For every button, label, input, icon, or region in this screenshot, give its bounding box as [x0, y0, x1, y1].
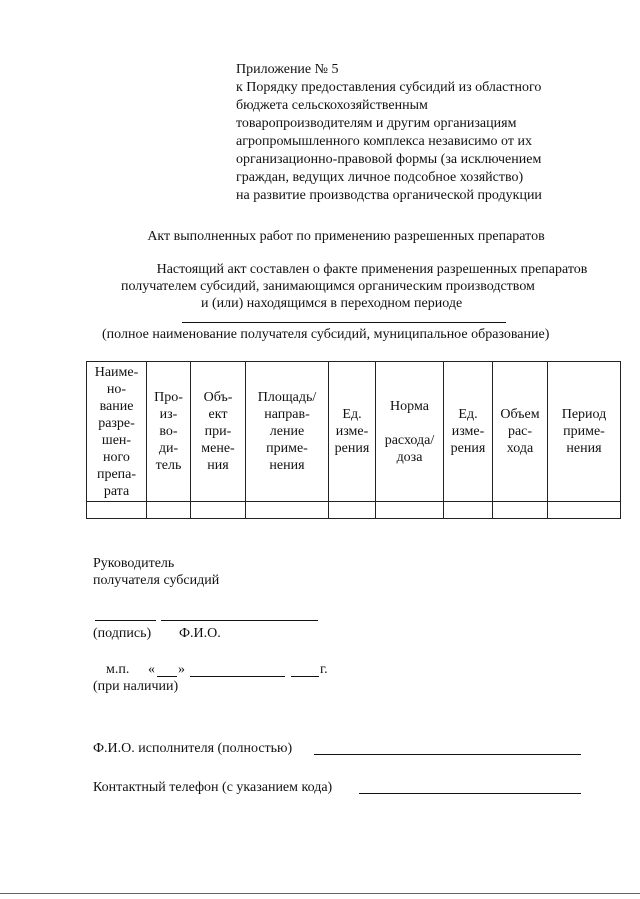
page-bottom-edge — [0, 893, 640, 894]
date-year-field[interactable] — [291, 676, 319, 677]
table-cell[interactable] — [147, 502, 191, 519]
appendix-line: к Порядку предоставления субсидий из областного — [236, 80, 542, 95]
date-close-quote: » — [178, 662, 185, 677]
col-period: Период приме- нения — [548, 362, 621, 502]
year-suffix: г. — [320, 662, 328, 677]
stamp-note: (при наличии) — [93, 679, 179, 694]
appendix-line: граждан, ведущих личное подсобное хозяйство) — [236, 170, 524, 185]
date-open-quote: « — [148, 662, 155, 677]
col-unit: Ед. изме- рения — [329, 362, 376, 502]
head-subtitle: получателя субсидий — [93, 573, 220, 588]
col-object: Объ- ект при- мене- ния — [191, 362, 246, 502]
col-preparation-name: Наиме- но- вание разре- шен- ного препа- рата — [87, 362, 147, 502]
executor-fio-field[interactable] — [314, 754, 581, 755]
table-cell[interactable] — [548, 502, 621, 519]
date-month-field[interactable] — [190, 676, 285, 677]
intro-line: Настоящий акт составлен о факте применения разрешенных препаратов — [156, 262, 588, 277]
phone-field[interactable] — [359, 793, 581, 794]
appendix-number: Приложение № 5 — [236, 62, 339, 77]
recipient-caption: (полное наименование получателя субсидий, муниципальное образование) — [102, 327, 550, 342]
stamp-label: м.п. — [106, 662, 130, 677]
head-title: Руководитель — [93, 556, 175, 571]
appendix-line: бюджета сельскохозяйственным — [236, 98, 428, 113]
date-day-field[interactable] — [157, 676, 177, 677]
appendix-header — [236, 61, 542, 205]
table-row — [87, 502, 621, 519]
col-unit-2: Ед. изме- рения — [444, 362, 493, 502]
fio-label: Ф.И.О. — [179, 626, 221, 641]
col-rate: Норма расхода/ доза — [376, 362, 444, 502]
table-cell[interactable] — [246, 502, 329, 519]
appendix-line: на развитие производства органической продукции — [236, 188, 542, 203]
appendix-line: организационно-правовой формы (за исключением — [236, 152, 542, 167]
intro-line: и (или) находящимся в переходном периоде — [201, 296, 463, 311]
fio-field[interactable] — [161, 620, 318, 621]
act-intro — [0, 261, 640, 312]
table-cell[interactable] — [191, 502, 246, 519]
table-cell[interactable] — [376, 502, 444, 519]
preparations-table — [86, 361, 621, 519]
signature-label: (подпись) — [93, 626, 152, 641]
table-cell[interactable] — [444, 502, 493, 519]
appendix-line: агропромышленного комплекса независимо от их — [236, 134, 532, 149]
recipient-name-field[interactable] — [182, 322, 506, 323]
col-area: Площадь/ направ- ление приме- нения — [246, 362, 329, 502]
appendix-line: товаропроизводителям и другим организациям — [236, 116, 517, 131]
table-cell[interactable] — [87, 502, 147, 519]
table-cell[interactable] — [493, 502, 548, 519]
executor-fio-label: Ф.И.О. исполнителя (полностью) — [93, 741, 293, 756]
table-cell[interactable] — [329, 502, 376, 519]
table-header-row — [87, 362, 621, 502]
phone-label: Контактный телефон (с указанием кода) — [93, 780, 333, 795]
intro-line: получателем субсидий, занимающимся органическим производством — [121, 279, 535, 294]
col-volume: Объем рас- хода — [493, 362, 548, 502]
act-title: Акт выполненных работ по применению разрешенных препаратов — [147, 229, 545, 244]
col-manufacturer: Про- из- во- ди- тель — [147, 362, 191, 502]
signature-field[interactable] — [95, 620, 156, 621]
